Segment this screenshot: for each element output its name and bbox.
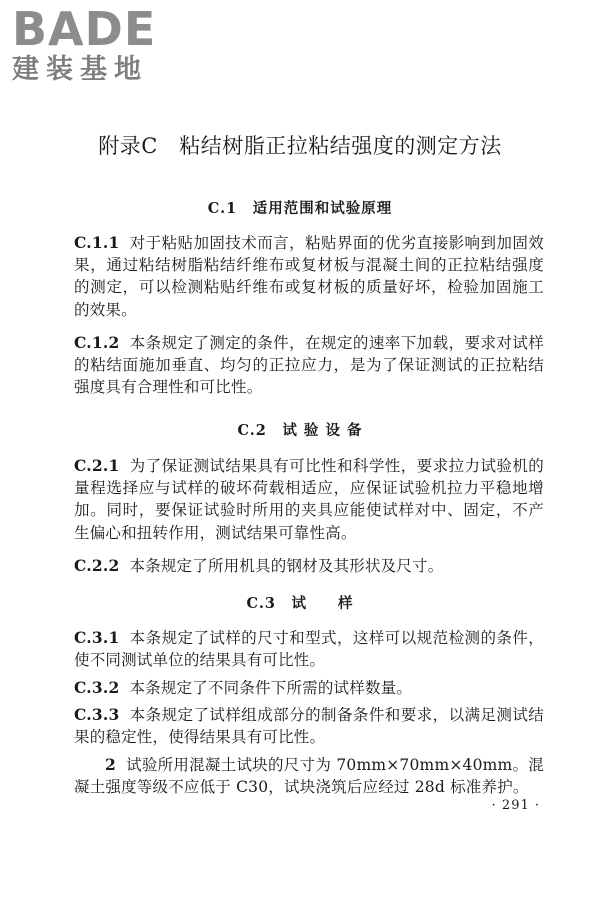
clause-c-3-2 [74,677,544,699]
brand-logo [12,4,182,86]
logo-subtitle: 建装基地 [12,54,148,85]
clause-c-1-1 [74,232,544,321]
clause-text: 为了保证测试结果具有可比性和科学性，要求拉力试验机的量程选择应与试样的破坏荷载相适应，应保证试验机拉力平稳地增加。同时，要保证试验时所用的夹具应能使试样对中、固定，不产生偏心和扭转作用，测试结果可靠性高。 [74,457,544,542]
clause-number: C.2.2 [74,556,120,575]
clause-c-3-3 [74,704,544,748]
page-title: 附录C 粘结树脂正拉粘结强度的测定方法 [98,134,502,158]
clause-text: 本条规定了不同条件下所需的试样数量。 [129,679,413,697]
clause-number: C.3.3 [74,705,120,724]
clause-text: 本条规定了试样的尺寸和型式，这样可以规范检测的条件，使不同测试单位的结果具有可比性。 [74,629,544,670]
clause-text: 对于粘贴加固技术而言，粘贴界面的优劣直接影响到加固效果，通过粘结树脂粘结纤维布或复材板与混凝土间的正拉粘结强度的测定，可以检测粘贴纤维布或复材板的质量好坏，检验加固施工的效果。 [74,234,544,319]
clause-c-3-1 [74,627,544,671]
clause-c-3-3-item-2 [74,754,544,798]
page-number: · 291 · [491,798,540,813]
clause-text: 本条规定了试样组成部分的制备条件和要求，以满足测试结果的稳定性，使得结果具有可比性。 [74,706,544,747]
clause-number: C.1.1 [74,233,120,252]
clause-number: 2 [105,755,116,774]
clause-number: C.3.1 [74,628,120,647]
section-heading-c1: C.1 适用范围和试验原理 [207,200,393,217]
clause-c-1-2 [74,332,544,399]
clause-c-2-1 [74,455,544,544]
clause-c-2-2 [74,555,544,577]
clause-text: 本条规定了测定的条件，在规定的速率下加载，要求对试样的粘结面施加垂直、均匀的正拉应力，是为了保证测试的正拉粘结强度具有合理性和可比性。 [74,334,544,397]
clause-number: C.2.1 [74,456,120,475]
section-heading-c3: C.3 试 样 [246,595,354,612]
clause-number: C.1.2 [74,333,120,352]
clause-number: C.3.2 [74,678,120,697]
logo-brand-text: BADE [12,2,157,56]
clause-text: 本条规定了所用机具的钢材及其形状及尺寸。 [129,557,444,575]
section-heading-c2: C.2 试 验 设 备 [237,422,363,439]
clause-text: 试验所用混凝土试块的尺寸为 70mm×70mm×40mm。混凝土强度等级不应低于 C30，试块浇筑后应经过 28d 标准养护。 [74,756,544,797]
